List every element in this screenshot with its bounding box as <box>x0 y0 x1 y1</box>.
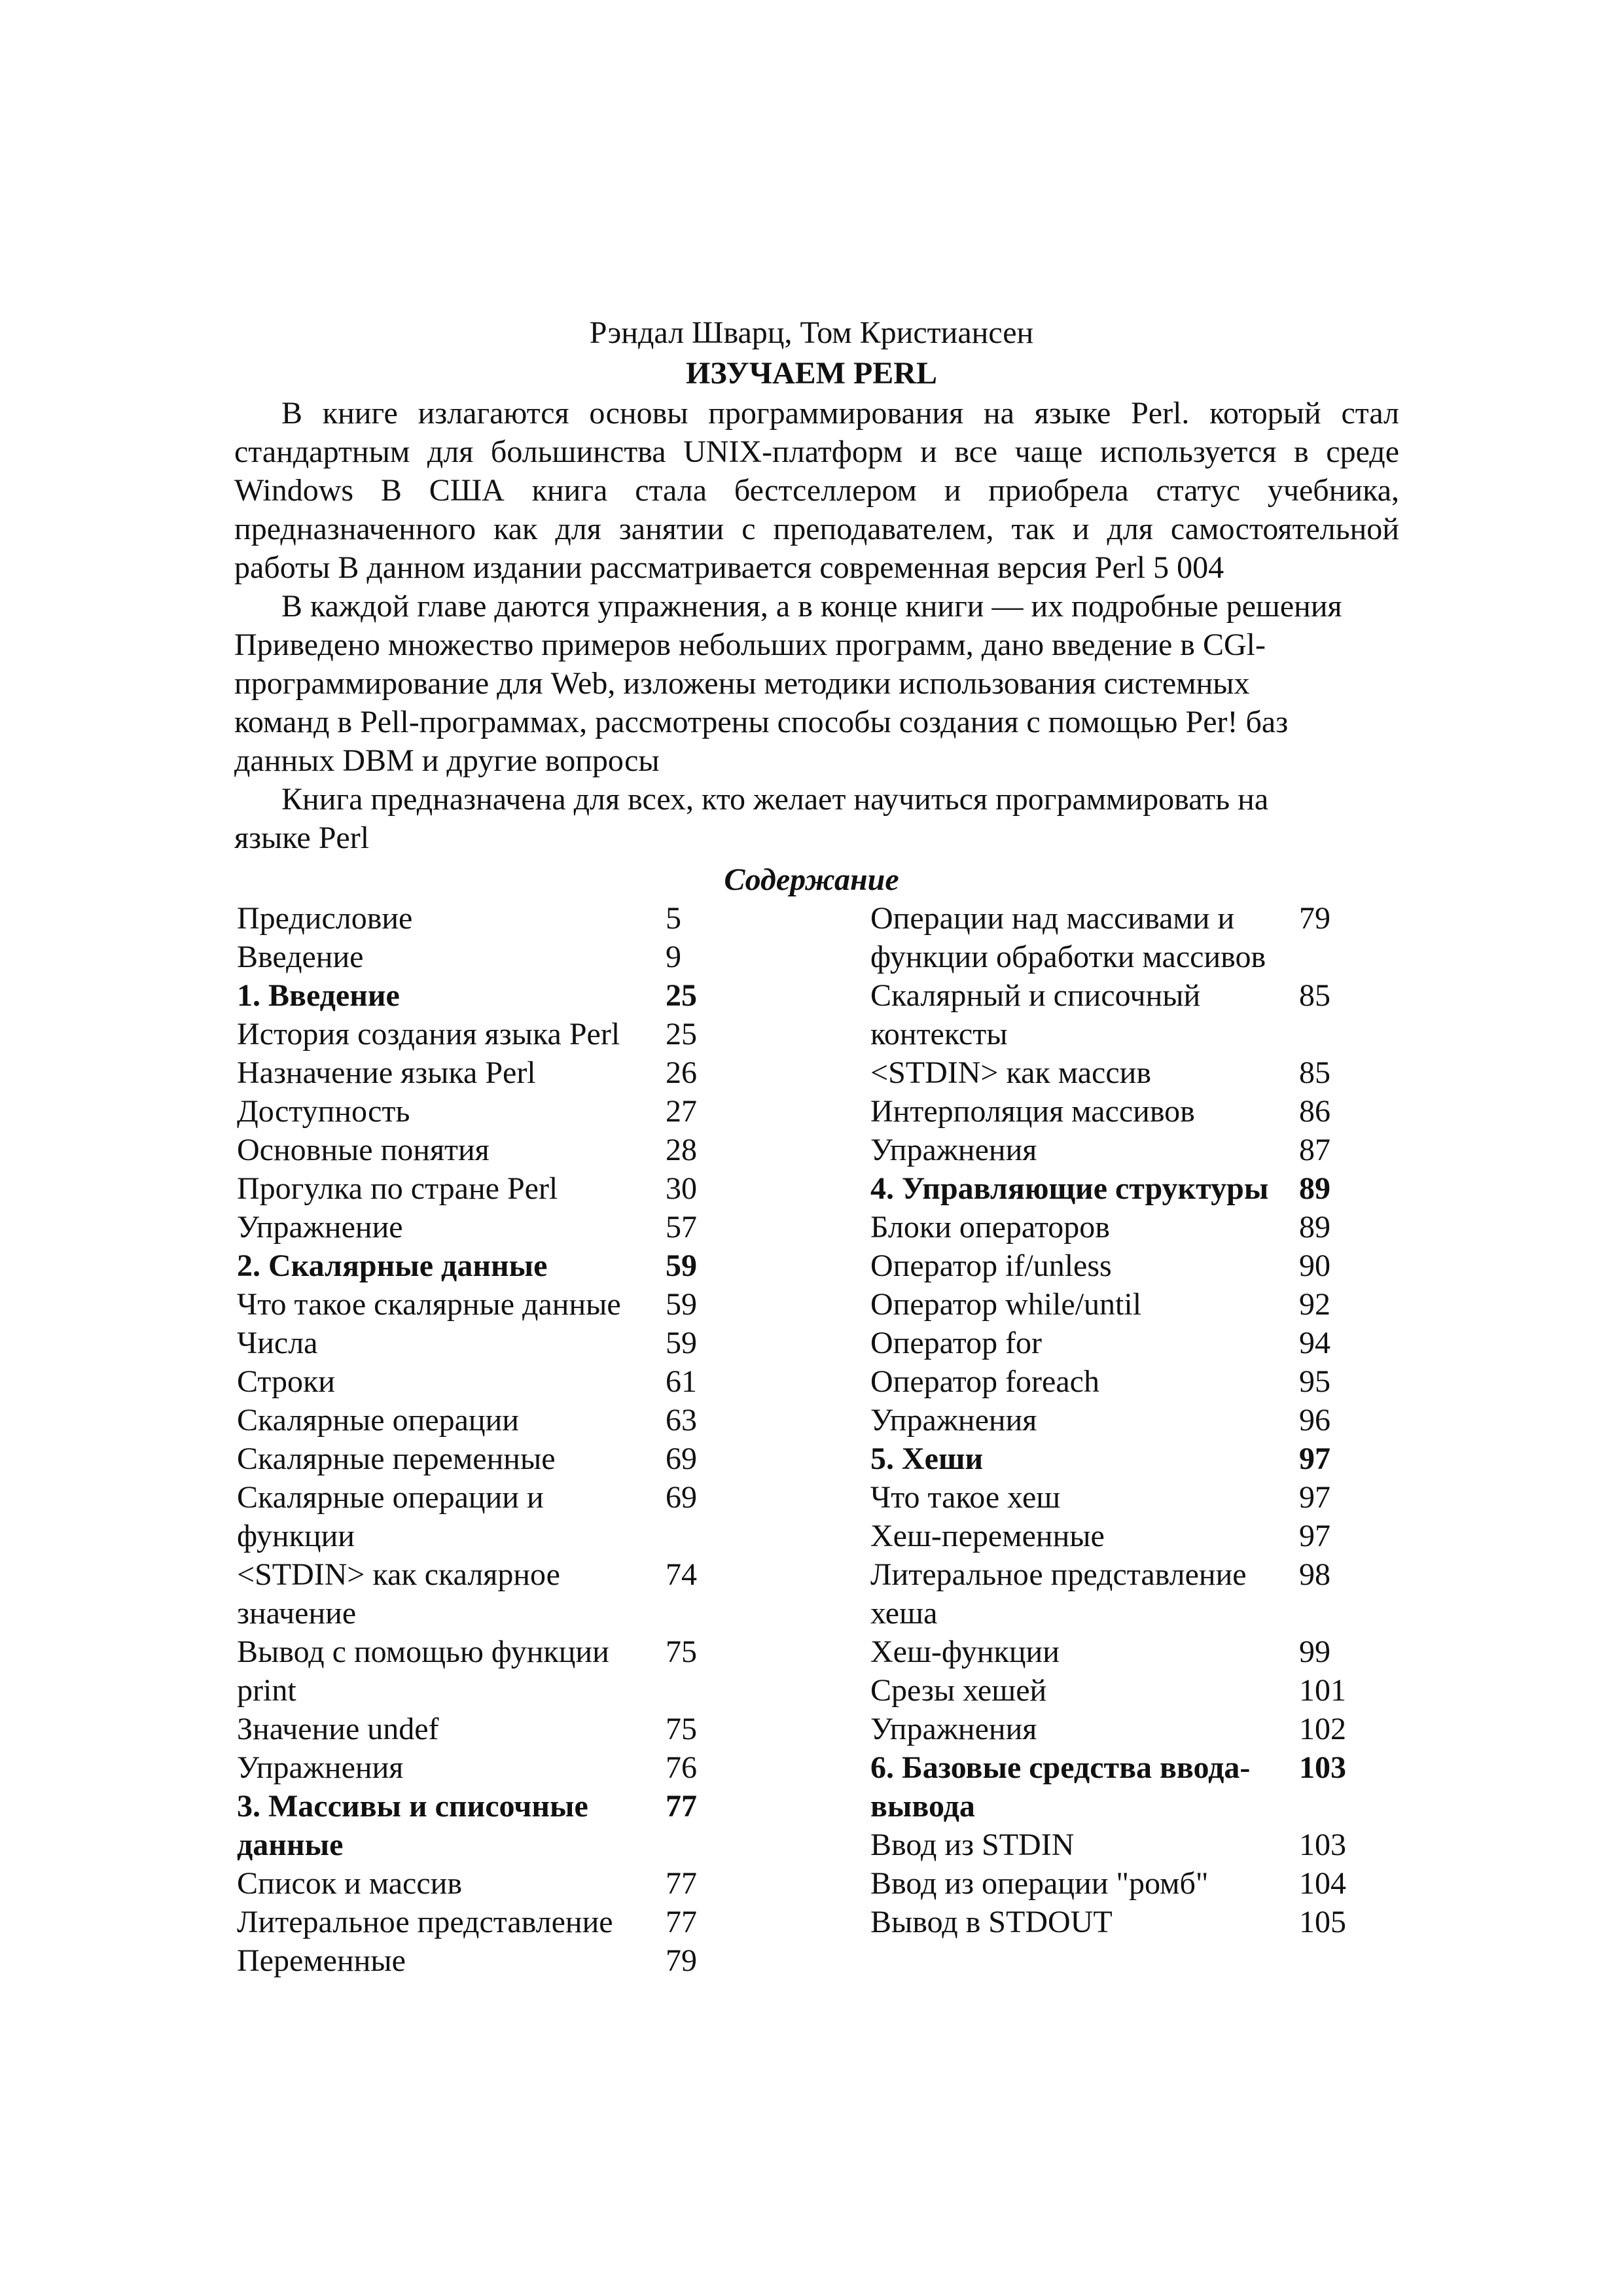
toc-entry <box>870 1633 1346 1671</box>
toc-entry-page: 77 <box>666 1905 697 1939</box>
toc-right-column <box>870 899 1346 1941</box>
toc-entry <box>870 1555 1346 1633</box>
toc-entry-page: 77 <box>666 1866 697 1901</box>
toc-entry <box>870 1246 1346 1285</box>
toc-entry-title: Ввод из STDIN <box>870 1828 1075 1862</box>
toc-entry-title: 3. Массивы и списочные данные <box>237 1789 588 1862</box>
toc-entry-title: Что такое хеш <box>870 1480 1061 1515</box>
toc-entry-title: 1. Введение <box>237 978 400 1013</box>
toc-entry-page: 9 <box>666 940 681 974</box>
toc-entry-title: <STDIN> как скалярное значение <box>237 1557 560 1631</box>
toc-entry <box>870 1903 1346 1941</box>
toc-entry <box>237 1285 697 1324</box>
abstract-line: данных DBM и другие вопросы <box>234 743 660 778</box>
toc-entry-page: 99 <box>1299 1634 1330 1669</box>
toc-entry-page: 26 <box>666 1055 697 1090</box>
toc-entry <box>237 1555 697 1633</box>
toc-entry-title: Что такое скалярные данные <box>237 1287 621 1322</box>
toc-entry-title: Вывод в STDOUT <box>870 1905 1113 1939</box>
toc-left-column <box>237 899 697 1980</box>
toc-entry-page: 25 <box>666 1017 697 1051</box>
toc-entry-page: 87 <box>1299 1133 1330 1167</box>
toc-entry <box>870 1517 1346 1555</box>
toc-entry <box>870 1826 1346 1864</box>
toc-entry-title: Ввод из операции "ромб" <box>870 1866 1209 1901</box>
abstract-line: В каждой главе даются упражнения, а в конце книги — их подробные решения <box>281 589 1342 624</box>
toc-entry-title: Скалярный и списочный контексты <box>870 978 1201 1051</box>
toc-entry-title: Назначение языка Perl <box>237 1055 536 1090</box>
toc-entry <box>237 1169 697 1208</box>
toc-entry <box>237 1941 697 1980</box>
toc-entry-page: 92 <box>1299 1287 1330 1322</box>
toc-entry <box>870 1053 1346 1092</box>
toc-entry <box>237 1710 697 1748</box>
toc-entry-title: Блоки операторов <box>870 1210 1110 1245</box>
toc-entry-page: 103 <box>1299 1750 1346 1785</box>
toc-entry-page: 74 <box>666 1557 697 1592</box>
toc-entry <box>237 1748 697 1787</box>
toc-entry <box>870 1710 1346 1748</box>
toc-entry-title: Упражнения <box>870 1712 1037 1746</box>
toc-entry-page: 97 <box>1299 1480 1330 1515</box>
toc-entry-page: 96 <box>1299 1403 1330 1438</box>
toc-entry-page: 79 <box>1299 901 1330 936</box>
toc-entry <box>870 1478 1346 1517</box>
toc-entry-page: 105 <box>1299 1905 1346 1939</box>
toc-entry-page: 98 <box>1299 1557 1330 1592</box>
toc-entry-page: 85 <box>1299 1055 1330 1090</box>
toc-entry <box>237 1246 697 1285</box>
toc-entry-title: Оператор foreach <box>870 1364 1099 1399</box>
toc-entry-page: 89 <box>1299 1171 1330 1206</box>
toc-entry-page: 90 <box>1299 1248 1330 1283</box>
toc-entry <box>870 1169 1346 1208</box>
toc-entry-title: Вывод с помощью функции print <box>237 1634 609 1708</box>
toc-entry-title: Упражнения <box>870 1403 1037 1438</box>
toc-entry-page: 25 <box>666 978 697 1013</box>
toc-entry <box>237 1439 697 1478</box>
toc-entry <box>237 1053 697 1092</box>
toc-entry <box>237 1324 697 1362</box>
abstract-line: программирование для Web, изложены методики использования системных <box>234 666 1250 701</box>
abstract-paragraph-2 <box>234 587 1399 780</box>
toc-entry <box>237 1864 697 1903</box>
toc-entry <box>870 1671 1346 1710</box>
toc-entry <box>237 1208 697 1246</box>
toc-entry-page: 97 <box>1299 1519 1330 1553</box>
toc-entry-title: Упражнение <box>237 1210 403 1245</box>
toc-entry <box>237 1401 697 1439</box>
abstract-line: команд в Pell-программах, рассмотрены способы создания с помощью Per! баз <box>234 705 1289 739</box>
toc-entry-page: 61 <box>666 1364 697 1399</box>
toc-entry <box>870 976 1346 1053</box>
toc-entry-page: 27 <box>666 1094 697 1129</box>
toc-entry-title: Упражнения <box>870 1133 1037 1167</box>
toc-entry-title: Операции над массивами и функции обработки массивов <box>870 901 1266 974</box>
toc-entry-page: 69 <box>666 1480 697 1515</box>
toc-entry-title: Хеш-функции <box>870 1634 1060 1669</box>
toc-entry <box>237 1633 697 1710</box>
toc-entry-title: Оператор while/until <box>870 1287 1142 1322</box>
toc-entry <box>237 1015 697 1053</box>
toc-entry-page: 95 <box>1299 1364 1330 1399</box>
toc-entry <box>870 1208 1346 1246</box>
toc-entry-page: 30 <box>666 1171 697 1206</box>
toc-entry-page: 59 <box>666 1287 697 1322</box>
toc-entry <box>870 1324 1346 1362</box>
toc-entry-title: 4. Управляющие структуры <box>870 1171 1269 1206</box>
toc-entry-title: Список и массив <box>237 1866 463 1901</box>
toc-entry-title: Значение undef <box>237 1712 439 1746</box>
toc-entry-title: Литеральное представление хеша <box>870 1557 1247 1631</box>
toc-entry-title: Скалярные переменные <box>237 1441 556 1476</box>
toc-entry <box>870 1131 1346 1169</box>
toc-entry-page: 59 <box>666 1326 697 1360</box>
toc-entry-page: 28 <box>666 1133 697 1167</box>
toc-entry-title: <STDIN> как массив <box>870 1055 1151 1090</box>
toc-entry-page: 69 <box>666 1441 697 1476</box>
toc-entry-title: Интерполяция массивов <box>870 1094 1195 1129</box>
toc-entry-title: Основные понятия <box>237 1133 490 1167</box>
toc-entry-title: Хеш-переменные <box>870 1519 1105 1553</box>
toc-entry-page: 75 <box>666 1712 697 1746</box>
abstract-line: языке Perl <box>234 821 370 855</box>
toc-entry-title: Оператор for <box>870 1326 1043 1360</box>
toc-entry-page: 89 <box>1299 1210 1330 1245</box>
toc-entry-title: Введение <box>237 940 364 974</box>
toc-entry <box>237 1092 697 1131</box>
toc-entry-page: 94 <box>1299 1326 1330 1360</box>
toc-entry <box>870 1285 1346 1324</box>
toc-entry-page: 5 <box>666 901 681 936</box>
book-abstract <box>234 394 1399 857</box>
toc-entry-page: 104 <box>1299 1866 1346 1901</box>
toc-entry-title: Скалярные операции и функции <box>237 1480 544 1553</box>
toc-entry <box>237 1131 697 1169</box>
toc-entry <box>237 1478 697 1555</box>
toc-entry-title: Упражнения <box>237 1750 404 1785</box>
abstract-line: Книга предназначена для всех, кто желает научиться программировать на <box>281 782 1269 817</box>
toc-entry <box>237 1362 697 1401</box>
toc-entry-title: Строки <box>237 1364 335 1399</box>
toc-entry-title: Прогулка по стране Perl <box>237 1171 558 1206</box>
toc-entry-page: 102 <box>1299 1712 1346 1746</box>
toc-entry <box>237 1787 697 1864</box>
toc-entry <box>870 1401 1346 1439</box>
toc-entry-title: Числа <box>237 1326 318 1360</box>
toc-entry-title: 6. Базовые средства ввода-вывода <box>870 1750 1251 1824</box>
toc-entry <box>870 1864 1346 1903</box>
toc-entry-title: Оператор if/unless <box>870 1248 1112 1283</box>
toc-entry-title: Литеральное представление <box>237 1905 613 1939</box>
toc-entry-page: 85 <box>1299 978 1330 1013</box>
abstract-paragraph-3 <box>234 780 1399 857</box>
toc-entry-page: 97 <box>1299 1441 1330 1476</box>
toc-entry-page: 76 <box>666 1750 697 1785</box>
toc-entry <box>237 1903 697 1941</box>
toc-entry-title: История создания языка Perl <box>237 1017 620 1051</box>
toc-entry-page: 103 <box>1299 1828 1346 1862</box>
abstract-paragraph-1: В книге излагаются основы программирования на языке Perl. который стал стандартным для большинства UNIX-платформ и все чаще используется в среде Windows В США книга стала бестселлером и приобрела статус учебника, предназначенного как для занятии с преподавателем, так и для самостоятельной работы В данном издании рассматривается современная версия Perl 5 004 <box>234 396 1399 585</box>
toc-entry-page: 59 <box>666 1248 697 1283</box>
book-title: ИЗУЧАЕМ PERL <box>686 356 937 391</box>
toc-heading: Содержание <box>724 862 899 897</box>
toc-entry <box>870 1439 1346 1478</box>
toc-entry-page: 75 <box>666 1634 697 1669</box>
toc-entry-title: 2. Скалярные данные <box>237 1248 548 1283</box>
toc-entry-page: 63 <box>666 1403 697 1438</box>
toc-entry-page: 86 <box>1299 1094 1330 1129</box>
toc-entry <box>237 899 697 938</box>
abstract-line: Приведено множество примеров небольших программ, дано введение в CGl- <box>234 627 1266 662</box>
toc-entry-page: 79 <box>666 1943 697 1978</box>
book-authors: Рэндал Шварц, Том Кристиансен <box>589 315 1034 350</box>
toc-entry-page: 77 <box>666 1789 697 1824</box>
toc-entry-title: Срезы хешей <box>870 1673 1047 1708</box>
toc-entry-title: Скалярные операции <box>237 1403 519 1438</box>
toc-entry <box>870 1092 1346 1131</box>
toc-entry <box>237 938 697 976</box>
toc-entry <box>870 899 1346 976</box>
toc-entry-title: Предисловие <box>237 901 413 936</box>
toc-entry-title: 5. Хеши <box>870 1441 984 1476</box>
toc-entry-page: 57 <box>666 1210 697 1245</box>
toc-entry <box>870 1362 1346 1401</box>
toc-entry-page: 101 <box>1299 1673 1346 1708</box>
toc-entry-title: Доступность <box>237 1094 410 1129</box>
toc-entry <box>870 1748 1346 1826</box>
toc-entry-title: Переменные <box>237 1943 406 1978</box>
toc-entry <box>237 976 697 1015</box>
